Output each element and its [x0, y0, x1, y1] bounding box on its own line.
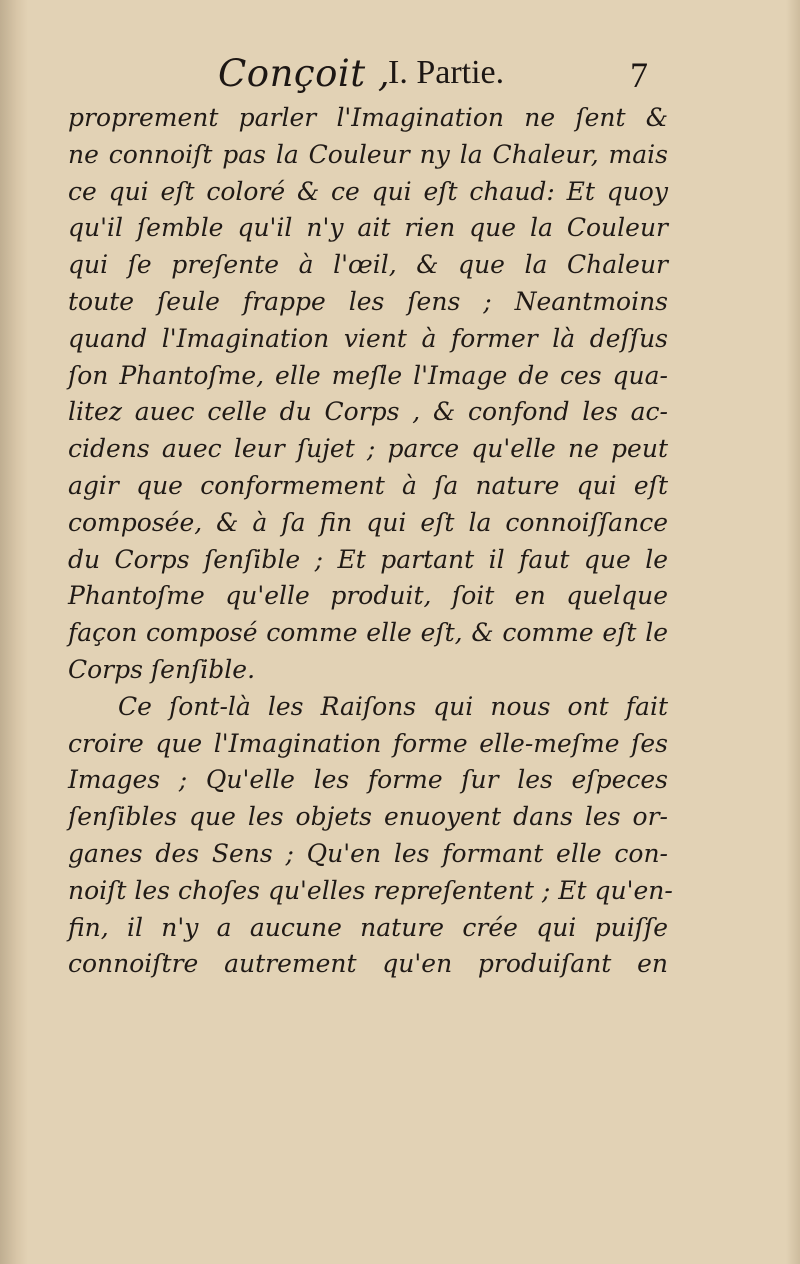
- text-line: proprement parler l'Imagination ne ſent &: [68, 103, 668, 132]
- text-line: ne connoiſt pas la Couleur ny la Chaleur, mais: [68, 139, 668, 169]
- part-label: I. Partie.: [388, 54, 505, 91]
- text-line: quand l'Imagination vient à former là deſſus: [68, 323, 668, 353]
- text-line: Phantoſme qu'elle produit, ſoit en quelque: [68, 581, 668, 611]
- page-number: 7: [630, 55, 648, 95]
- page-header: [0, 52, 800, 102]
- text-line: façon composé comme elle eſt, & comme eſt le: [68, 618, 668, 648]
- page-edge-shadow: [786, 0, 800, 1264]
- gutter-shadow: [0, 0, 28, 1264]
- text-line: ce qui eſt coloré & ce qui eſt chaud: Et quoy: [68, 176, 668, 206]
- text-line: composée, & à ſa fin qui eſt la connoiſſance: [68, 507, 668, 537]
- text-line: litez auec celle du Corps , & confond les ac-: [68, 397, 668, 427]
- text-line: du Corps ſenſible ; Et partant il faut que le: [68, 544, 668, 574]
- text-line: croire que l'Imagination forme elle-meſme ſes: [68, 728, 668, 758]
- text-line: fin, il n'y a aucune nature crée qui puiſſe: [68, 912, 668, 942]
- text-line: Images ; Qu'elle les forme ſur les eſpeces: [68, 765, 668, 795]
- body-text: [68, 100, 673, 983]
- text-line: connoiſtre autrement qu'en produiſant en: [68, 949, 668, 979]
- text-line: toute ſeule frappe les ſens ; Neantmoins: [68, 286, 668, 316]
- text-line: Corps ſenſible.: [68, 654, 256, 684]
- text-line: noiſt les choſes qu'elles repreſentent ; Et qu'en-: [68, 875, 673, 905]
- text-line: cidens auec leur ſujet ; parce qu'elle ne peut: [68, 434, 668, 464]
- text-line: ſenſibles que les objets enuoyent dans les or-: [68, 802, 668, 832]
- text-line: agir que conformement à ſa nature qui eſt: [68, 470, 668, 500]
- text-line: ſon Phantoſme, elle meſle l'Image de ces qua-: [68, 360, 668, 390]
- text-line: qui ſe preſente à l'œil, & que la Chaleur: [68, 250, 668, 280]
- paragraph-start-line: Ce ſont-là les Raiſons qui nous ont fait: [118, 691, 668, 721]
- text-line: qu'il ſemble qu'il n'y ait rien que la Couleur: [68, 213, 668, 243]
- running-title: Conçoit ,: [218, 52, 391, 95]
- text-line: ganes des Sens ; Qu'en les formant elle con-: [68, 838, 668, 868]
